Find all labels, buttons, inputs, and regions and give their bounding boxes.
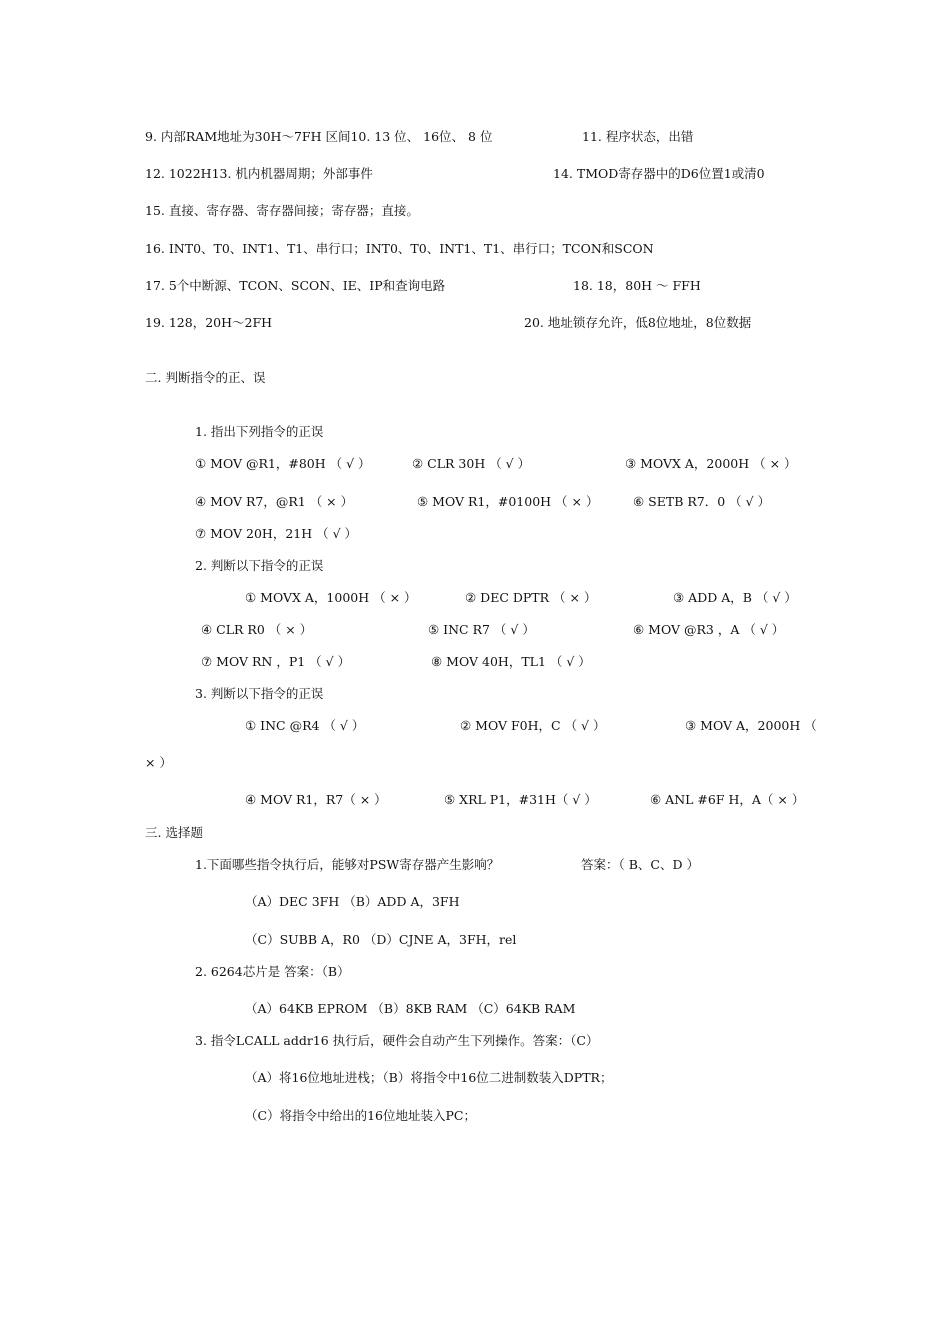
s2-q2-item-7: ⑦ MOV RN ，P1 （ √ ） — [201, 654, 351, 669]
s2-q2-item-6: ⑥ MOV @R3 ，A （ √ ） — [633, 622, 785, 637]
s3-q1-title: 1.下面哪些指令执行后，能够对PSW寄存器产生影响？ — [195, 857, 500, 872]
s2-q2-item-1: ① MOVX A，1000H （ × ） — [245, 590, 417, 605]
s3-q3-options-1: （A）将16位地址进栈；（B）将指令中16位二进制数装入DPTR； — [245, 1070, 613, 1085]
s2-q3-item-5: ⑤ XRL P1，#31H（ √ ） — [444, 792, 597, 807]
s2-q2-item-8: ⑧ MOV 40H，TL1 （ √ ） — [431, 654, 591, 669]
section-3-heading: 三. 选择题 — [145, 825, 203, 840]
s2-q3-title: 3. 判断以下指令的正误 — [195, 686, 324, 701]
answer-18: 18. 18，80H ～ FFH — [573, 278, 701, 293]
s3-q3-title: 3. 指令LCALL addr16 执行后，硬件会自动产生下列操作。答案：（C） — [195, 1033, 599, 1048]
s3-q1-options-2: （C）SUBB A，R0 （D）CJNE A，3FH，rel — [245, 932, 517, 947]
s2-q2-item-2: ② DEC DPTR （ × ） — [465, 590, 597, 605]
s2-q1-item-4: ④ MOV R7，@R1 （ × ） — [195, 494, 354, 509]
answer-17: 17. 5个中断源、TCON、SCON、IE、IP和查询电路 — [145, 278, 446, 293]
s3-q3-options-2: （C）将指令中给出的16位地址装入PC； — [245, 1108, 476, 1123]
s2-q1-title: 1. 指出下列指令的正误 — [195, 424, 324, 439]
s2-q1-item-6: ⑥ SETB R7．0 （ √ ） — [633, 494, 771, 509]
s2-q3-item-1: ① INC @R4 （ √ ） — [245, 718, 365, 733]
s2-q2-title: 2. 判断以下指令的正误 — [195, 558, 324, 573]
s2-q2-item-5: ⑤ INC R7 （ √ ） — [428, 622, 535, 637]
s3-q1-answer: 答案：（ B、C、D ） — [581, 857, 699, 872]
s2-q1-item-3: ③ MOVX A，2000H （ × ） — [625, 456, 797, 471]
s2-q3-item-6: ⑥ ANL #6F H，A（ × ） — [650, 792, 805, 807]
answer-9-10: 9. 内部RAM地址为30H～7FH 区间10. 13 位、 16位、 8 位 — [145, 129, 493, 144]
s2-q3-item-3-cont: × ） — [145, 755, 172, 770]
answer-20: 20. 地址锁存允许，低8位地址，8位数据 — [524, 315, 752, 330]
section-2-heading: 二. 判断指令的正、误 — [145, 370, 266, 385]
answer-16: 16. INT0、T0、INT1、T1、串行口；INT0、T0、INT1、T1、串行口；TCON和SCON — [145, 241, 654, 256]
answer-12-13: 12. 1022H13. 机内机器周期；外部事件 — [145, 166, 373, 181]
answer-19: 19. 128，20H～2FH — [145, 315, 273, 330]
answer-11: 11. 程序状态，出错 — [582, 129, 694, 144]
s2-q1-item-5: ⑤ MOV R1，#0100H （ × ） — [417, 494, 599, 509]
s2-q3-item-3: ③ MOV A，2000H （ — [685, 718, 817, 733]
s2-q1-item-1: ① MOV @R1，#80H （ √ ） — [195, 456, 371, 471]
s2-q2-item-3: ③ ADD A，B （ √ ） — [673, 590, 797, 605]
answer-15: 15. 直接、寄存器、寄存器间接；寄存器；直接。 — [145, 203, 419, 218]
s3-q2-title: 2. 6264芯片是 答案：（B） — [195, 964, 350, 979]
s2-q1-item-2: ② CLR 30H （ √ ） — [412, 456, 531, 471]
s2-q3-item-4: ④ MOV R1，R7（ × ） — [245, 792, 387, 807]
s2-q3-item-2: ② MOV F0H，C （ √ ） — [460, 718, 606, 733]
s3-q1-options-1: （A）DEC 3FH （B）ADD A，3FH — [245, 894, 460, 909]
s3-q2-options: （A）64KB EPROM （B）8KB RAM （C）64KB RAM — [245, 1001, 576, 1016]
s2-q2-item-4: ④ CLR R0 （ × ） — [201, 622, 313, 637]
answer-14: 14. TMOD寄存器中的D6位置1或清0 — [553, 166, 765, 181]
s2-q1-item-7: ⑦ MOV 20H，21H （ √ ） — [195, 526, 358, 541]
